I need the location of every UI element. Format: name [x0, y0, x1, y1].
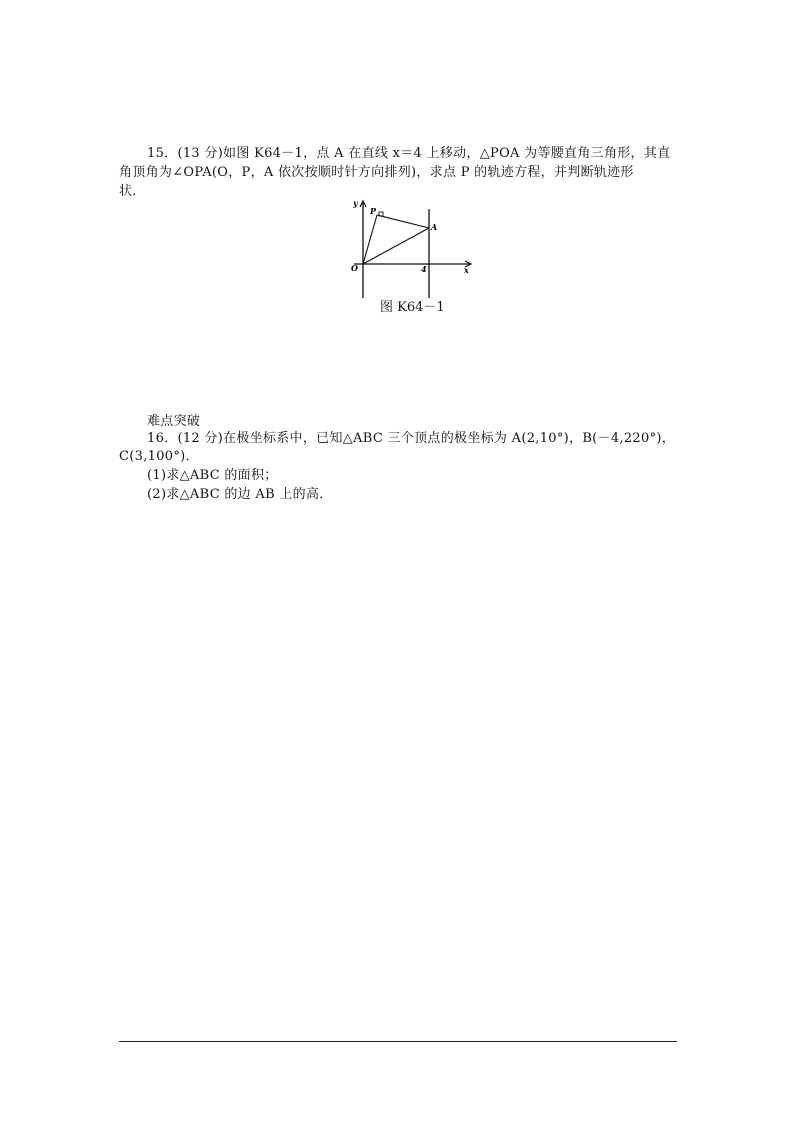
problem-16-line-2: C(3,100°)． — [119, 449, 199, 464]
label-4: 4 — [421, 264, 427, 274]
problem-15-line-2: 角顶角为∠OPA(O，P，A 依次按顺时针方向排列)，求点 P 的轨迹方程，并判断轨迹形 — [119, 165, 634, 180]
segment-pa — [377, 215, 429, 228]
section-heading: 难点突破 — [147, 414, 201, 429]
label-o: O — [351, 263, 358, 273]
segment-op — [363, 215, 377, 264]
problem-15-line-1: 15．(13 分)如图 K64－1，点 A 在直线 x＝4 上移动，△POA 为等腰直角三角形，其直 — [147, 146, 671, 161]
problem-16-line-1: 16．(12 分)在极坐标系中，已知△ABC 三个顶点的极坐标为 A(2,10°)，B(－4,220°)， — [147, 431, 676, 446]
problem-15-line-3: 状． — [119, 184, 146, 199]
label-y: y — [353, 198, 358, 208]
segment-oa — [363, 228, 429, 264]
label-a: A — [431, 222, 438, 232]
figure-k64-1 — [344, 197, 474, 299]
figure-caption: 图 K64－1 — [380, 300, 445, 315]
problem-16-part-1: (1)求△ABC 的面积； — [147, 468, 278, 483]
problem-16-part-2: (2)求△ABC 的边 AB 上的高． — [147, 487, 333, 502]
footer-rule — [119, 1041, 677, 1042]
label-x: x — [464, 265, 469, 275]
label-p: P — [370, 206, 377, 216]
